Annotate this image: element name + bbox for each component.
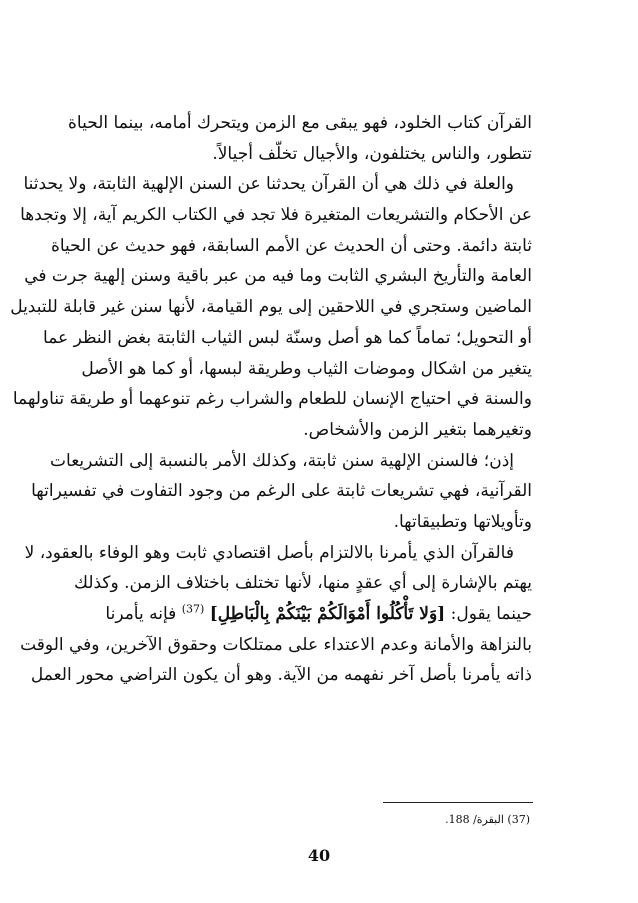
page-number: 40 [307, 846, 331, 865]
text-line-5: ثابتة دائمة. وحتى أن الحديث عن الأمم السابقة، فهو حديث عن الحياة [50, 235, 532, 256]
footnote-reference: (37) [181, 602, 205, 616]
footnote-marker: (37) [507, 813, 530, 826]
text-line-14: وتأويلاتها وتطبيقاتها. [393, 511, 532, 532]
text-line-4: عن الأحكام والتشريعات المتغيرة فلا تجد في الكتاب الكريم آية، إلا وتجدها [20, 205, 532, 226]
text-line-8: أو التحويل؛ تماماً كما هو أصل وسنّة لبس الثياب الثابتة بغض النظر عما [43, 327, 532, 348]
verse-prefix: حينما يقول: [445, 604, 532, 624]
text-line-1: القرآن كتاب الخلود، فهو يبقى مع الزمن ويتحرك أمامه، بينما الحياة [68, 113, 532, 133]
text-line-16: يهتم بالإشارة إلى أي عقدٍ منها، لأنها تختلف باختلاف الزمن. وكذلك [74, 573, 532, 594]
footnote-separator [383, 802, 533, 803]
text-line-11: وتغيرهما بتغير الزمن والأشخاص. [303, 419, 532, 440]
text-line-18: بالنزاهة والأمانة وعدم الاعتداء على ممتلكات وحقوق الآخرين، وفي الوقت [20, 634, 532, 655]
text-line-13: القرآنية، فهي تشريعات ثابتة على الرغم من وجود التفاوت في تفسيراتها [31, 481, 532, 502]
text-line-10: والسنة في احتياج الإنسان للطعام والشراب رغم تنوعهما أو طريقة تناولهما [12, 389, 532, 410]
footnote [390, 812, 530, 828]
verse-line [105, 599, 532, 630]
footnote-text: البقرة/ 188. [445, 813, 508, 826]
text-line-15: فالقرآن الذي يأمرنا بالالتزام بأصل اقتصادي ثابت وهو الوفاء بالعقود، لا [24, 542, 514, 563]
text-line-9: يتغير من اشكال وموضات الثياب وطريقة لبسها، أو كما هو الأصل [81, 358, 532, 379]
text-line-3: والعلة في ذلك هي أن القرآن يحدثنا عن السنن الإلهية الثابتة، ولا يحدثنا [23, 174, 514, 195]
text-line-7: الماضين وستجري في اللاحقين إلى يوم القيامة، لأنها سنن غير قابلة للتبديل [10, 297, 532, 318]
text-line-6: العامة والتأريخ البشري الثابت وما فيه من عبر باقية وسنن إلهية جرت في [24, 266, 532, 287]
text-line-2: تتطور، والناس يختلفون، والأجيال تخلّف أجيالاً. [212, 143, 532, 164]
quran-verse: [وَلا تَأْكُلُوا أَمْوَالَكُمْ بَيْنَكُمْ بِالْبَاطِلِ] [209, 604, 446, 624]
text-line-12: إذن؛ فالسنن الإلهية سنن ثابتة، وكذلك الأمر بالنسبة إلى التشريعات [50, 450, 514, 471]
text-line-19: ذاته يأمرنا بأصل آخر نفهمه من الآية. وهو أن يكون التراضي محور العمل [30, 665, 532, 686]
body-text [10, 108, 532, 691]
verse-suffix: فإنه يأمرنا [105, 604, 182, 624]
